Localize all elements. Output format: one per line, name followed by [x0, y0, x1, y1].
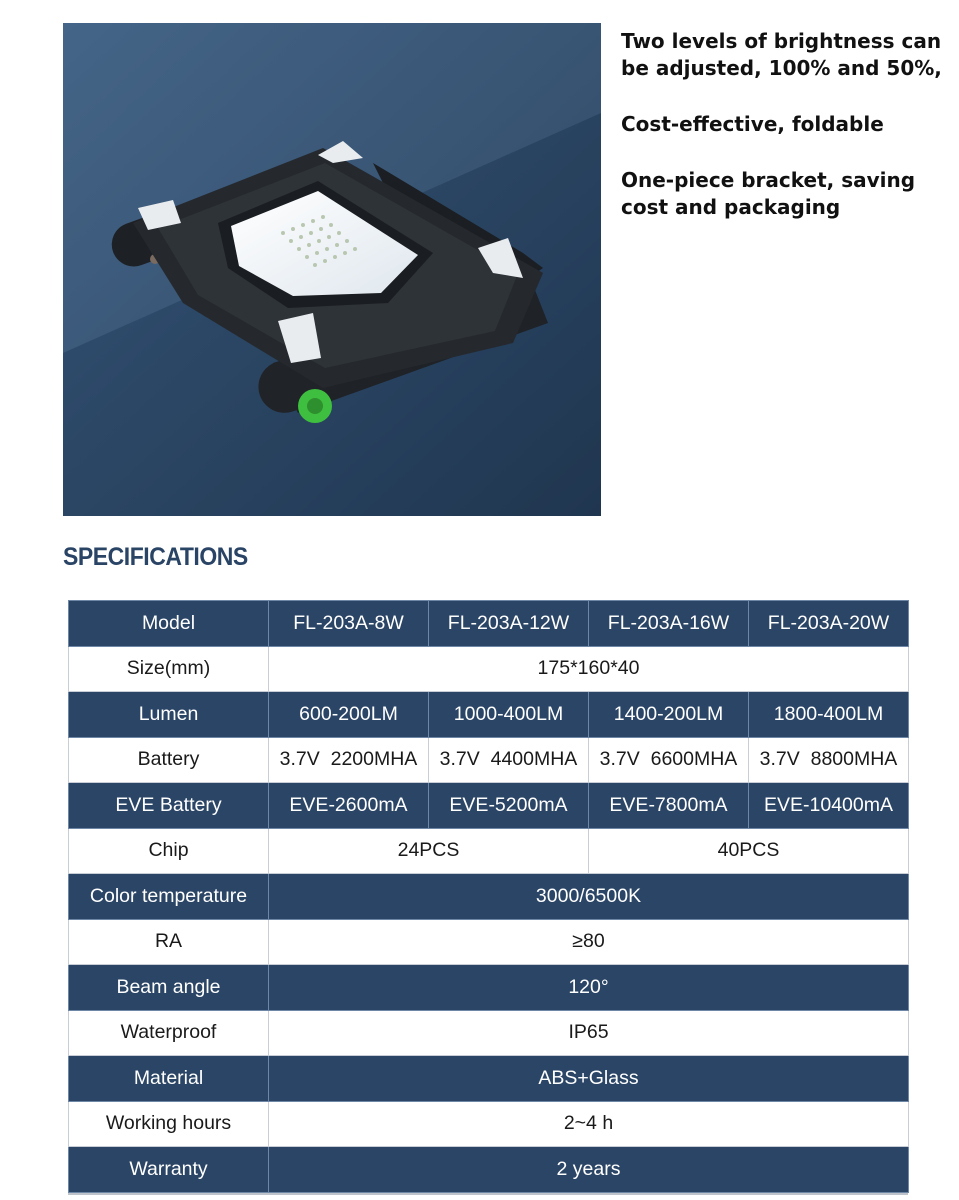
cell-lumen-20w: 1800-400LM	[749, 692, 909, 738]
table-row-battery	[69, 737, 909, 783]
cell-ra: ≥80	[269, 919, 909, 965]
row-label: Material	[69, 1056, 269, 1102]
table-row-warranty	[69, 1147, 909, 1193]
row-label: Waterproof	[69, 1010, 269, 1056]
cell-eve-16w: EVE-7800mA	[589, 783, 749, 829]
row-label: Warranty	[69, 1147, 269, 1193]
cell-working-hours: 2~4 h	[269, 1101, 909, 1147]
cell-model-20w: FL-203A-20W	[749, 601, 909, 647]
table-row-chip	[69, 828, 909, 874]
table-row-material	[69, 1056, 909, 1102]
specifications-heading: SPECIFICATIONS	[63, 543, 248, 571]
feature-brightness: Two levels of brightness can be adjusted, 100% and 50%,	[621, 29, 942, 80]
row-label: Lumen	[69, 692, 269, 738]
row-label: Model	[69, 601, 269, 647]
cell-lumen-16w: 1400-200LM	[589, 692, 749, 738]
table-row-eve-battery	[69, 783, 909, 829]
cell-beam-angle: 120°	[269, 965, 909, 1011]
cell-lumen-8w: 600-200LM	[269, 692, 429, 738]
cell-battery-12w: 3.7V 4400MHA	[429, 737, 589, 783]
cell-eve-8w: EVE-2600mA	[269, 783, 429, 829]
cell-battery-20w: 3.7V 8800MHA	[749, 737, 909, 783]
table-row-lumen	[69, 692, 909, 738]
row-label: Beam angle	[69, 965, 269, 1011]
table-row-waterproof	[69, 1010, 909, 1056]
cell-model-16w: FL-203A-16W	[589, 601, 749, 647]
cell-eve-12w: EVE-5200mA	[429, 783, 589, 829]
specifications-table	[68, 600, 909, 1193]
row-label: Chip	[69, 828, 269, 874]
feature-list	[621, 28, 951, 250]
bottom-divider	[68, 1193, 908, 1195]
feature-bracket: One-piece bracket, saving cost and packaging	[621, 168, 916, 219]
cell-size: 175*160*40	[269, 646, 909, 692]
table-row-size	[69, 646, 909, 692]
cell-waterproof: IP65	[269, 1010, 909, 1056]
cell-model-8w: FL-203A-8W	[269, 601, 429, 647]
cell-material: ABS+Glass	[269, 1056, 909, 1102]
product-photo	[63, 23, 601, 516]
cell-lumen-12w: 1000-400LM	[429, 692, 589, 738]
table-row-color-temperature	[69, 874, 909, 920]
row-label: Battery	[69, 737, 269, 783]
row-label: Color temperature	[69, 874, 269, 920]
feature-foldable: Cost-effective, foldable	[621, 112, 884, 136]
cell-chip-small: 24PCS	[269, 828, 589, 874]
table-row-model	[69, 601, 909, 647]
floodlight-illustration	[63, 23, 601, 516]
cell-model-12w: FL-203A-12W	[429, 601, 589, 647]
row-label: RA	[69, 919, 269, 965]
table-row-working-hours	[69, 1101, 909, 1147]
cell-chip-large: 40PCS	[589, 828, 909, 874]
cell-battery-16w: 3.7V 6600MHA	[589, 737, 749, 783]
table-row-beam-angle	[69, 965, 909, 1011]
cell-color-temperature: 3000/6500K	[269, 874, 909, 920]
row-label: Working hours	[69, 1101, 269, 1147]
cell-warranty: 2 years	[269, 1147, 909, 1193]
cell-battery-8w: 3.7V 2200MHA	[269, 737, 429, 783]
row-label: EVE Battery	[69, 783, 269, 829]
table-row-ra	[69, 919, 909, 965]
row-label: Size(mm)	[69, 646, 269, 692]
cell-eve-20w: EVE-10400mA	[749, 783, 909, 829]
